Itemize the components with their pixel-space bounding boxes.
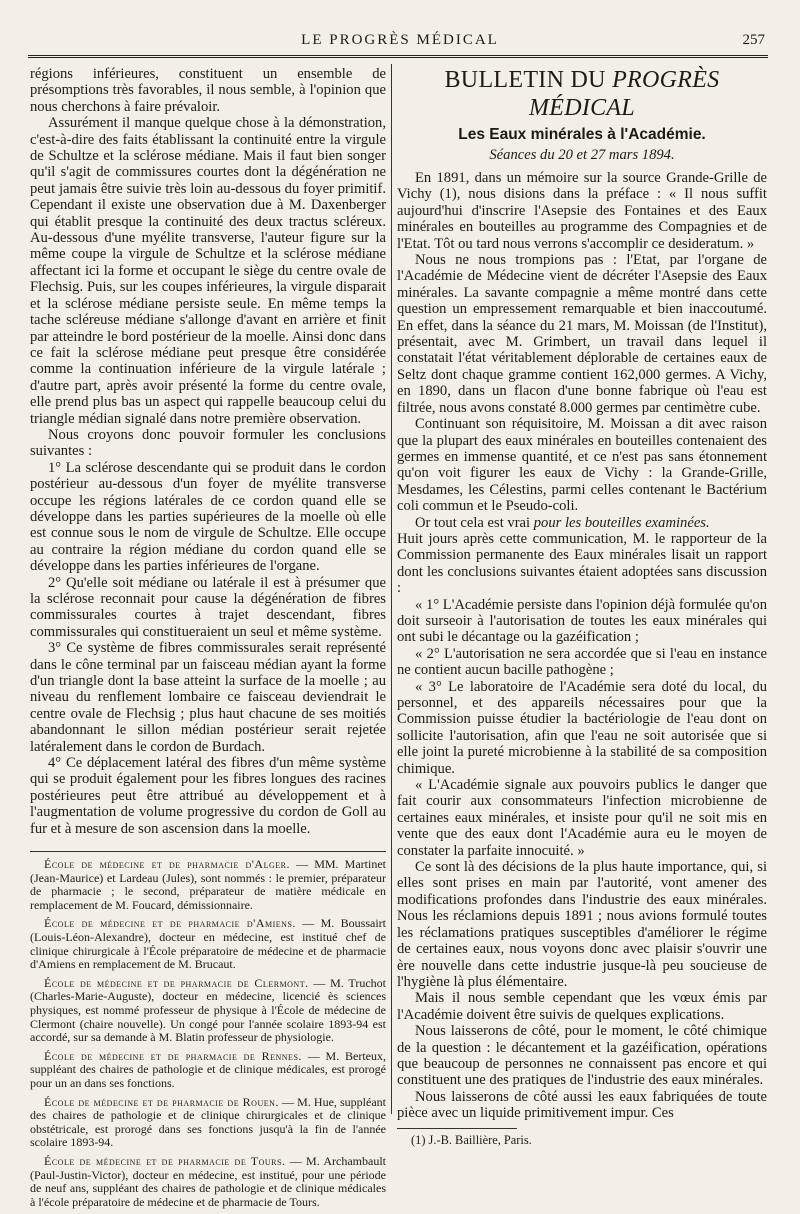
paragraph: Mais il nous semble cependant que les vœux émis par l'Académie doivent être suivis de quelques explications. [397,990,767,1023]
notice-item [30,1096,386,1150]
school-notices [30,858,386,1209]
conclusion-1: 1° La sclérose descendante qui se produit dans le cordon postérieur au-dessous d'un foyer de myélite transverse occupe les régions latérales de ce cordon quand elle se développe dans les parties supérieures de la moelle où elle est connue sous le nom de virgule de Schultze. Elle occupe au contraire la région médiane du cordon quand elle se développe dans les parties inférieures de l'organe. [30,459,386,575]
notice-school: École de médecine et de pharmacie de Tours. [44,1153,286,1168]
notice-text: — M. Boussairt (Louis-Léon-Alexandre), docteur en médecine, est institué chef de clinique chirurgicale à l'École préparatoire de médecine et de pharmacie d'Amiens en remplacement de M. Brucaut. [30,916,386,972]
paragraph: Assurément il manque quelque chose à la démonstration, c'est-à-dire des faits établissant la continuité entre la virgule de Schultze et la sclérose médiane. Mais il faut bien songer qu'il s'agit de commissures courtes dont la dégénération ne peut jamais être suivie très loin au-dessous du foyer primitif. Cependant il existe une observation due à M. Daxenberger qui établit presque la continuité des deux tractus scléreux. Au-dessous d'une myélite transverse, l'auteur figure sur la même coupe la virgule de Schultze et la sclérose médiane affectant ici la forme et occupant le siège du centre ovale de Flechsig. Puis, sur les coupes inférieures, la virgule disparait et la sclérose médiane persiste seule. En même temps la tache scléreuse médiane s'allonge d'avant en arrière et finit par atteindre le bord postérieur de la moelle. Ainsi donc dans ce fait la sclérose médiane peut presque être considérée comme la continuation inférieure de la virgule latérale ; d'autre part, après avoir présenté la forme du centre ovale, elle prend plus bas un aspect qui rappelle beaucoup celui du triangle médian signalé dans notre première observation. [30,115,386,427]
notice-school: École de médecine et de pharmacie de Clermont. [44,975,309,990]
notice-text: — M. Truchot (Charles-Marie-Auguste), docteur en médecine, licencié ès sciences physiques, est nommé professeur de physique à l'École de médecine de Clermont (chaire nouvelle). Un congé pour l'année scolaire 1893-94 est accordé, sur sa demande à M. Blatin professeur de physiologie. [30,975,386,1045]
page-number: 257 [742,32,765,48]
footnote: (1) J.-B. Baillière, Paris. [411,1132,532,1147]
notice-text: — MM. Martinet (Jean-Maurice) et Lardeau (Jules), sont nommés : le premier, préparateur de pharmacie ; le second, préparateur de matière médicale en remplacement de M. Foucard, démissionnaire. [30,857,386,912]
conclusion-3: 3° Ce système de fibres commissurales serait représenté dans le cône terminal par un faisceau médian ayant la forme d'un triangle dont la base atteint la surface de la moelle ; au niveau du renflement lombaire ce faisceau deviendrait le centre ovale de Flechsig ; plus haut chacune de ses moitiés abandonnant le sillon médian postérieur serait rejetée latéralement dans le cordon de Burdach. [30,640,386,755]
paragraph: Ce sont là des décisions de la plus haute importance, qui, si elles sont prises en main par l'autorité, vont amener des modifications profondes dans l'industrie des eaux minérales. Nous les réclamions depuis 1891 ; nous avions formulé toutes les réclamations pratiques susceptibles d'améliorer le régime de certaines eaux, nous voyons donc avec plaisir s'ouvrir une ère nouvelle dans cette industrie jusque-là peu soucieuse de l'hygiène là plus élémentaire. [397,859,767,990]
header-rule [28,55,768,60]
paragraph: Nous laisserons de côté, pour le moment, le côté chimique de la question : le décantement et la gazéification, opérations que beaucoup de personnes ne connaissent pas encore et qui constituent une des pratiques de l'industrie des eaux minérales. [397,1023,767,1089]
notice-school: École de médecine et de pharmacie d'Amiens. [44,916,296,931]
running-title: LE PROGRÈS MÉDICAL [301,32,499,48]
paragraph-emphasis: pour les bouteilles examinées. [533,514,710,531]
notice-item [30,1155,386,1209]
notice-item [30,1050,386,1091]
bulletin-name: PROGRÈS MÉDICAL [528,67,720,121]
left-column [30,66,386,1214]
academy-conclusion-2: « 2° L'autorisation ne sera accordée que si l'eau en instance ne contient aucun bacille pathogène ; [397,645,767,679]
paragraph: Nous laisserons de côté aussi les eaux fabriquées de toute pièce avec un liquide primitivement impur. Ces [397,1088,767,1122]
right-column [397,66,767,1147]
paragraph: Huit jours après cette communication, M. le rapporteur de la Commission permanente des Eaux minérales lisait un rapport dont les conclusions suivantes étaient adoptées sans discussion : [397,530,767,597]
section-rule [30,851,386,852]
conclusion-2: 2° Qu'elle soit médiane ou latérale il est à présumer que la sclérose reconnait pour cause la dégénération de fibres commissurales courtes à trajet descendant, fibres commissurales qui constitueraient un seul et même système. [30,574,386,640]
academy-conclusion-3: « 3° Le laboratoire de l'Académie sera doté du local, du personnel, et des appareils nécessaires pour que la Commission puisse étudier la bactériologie de l'eau dont on sollicite l'autorisation, afin que l'eau ne soit autorisée que si elle joint la pureté microbienne à la stabilité de sa composition chimique. [397,678,767,777]
paragraph: Nous ne nous trompions pas : l'Etat, par l'organe de l'Académie de Médecine vient de décréter l'Asepsie des Eaux minérales. La savante compagnie a même montré dans cette question un empressement remarquable et bien inaccoutumé. En effet, dans la séance du 21 mars, M. Moissan (de l'Institut), présentait, avec M. Grimbert, un travail dans lequel il constatait l'état véritablement déplorable de certaines eaux de Seltz dont chaque gramme contient 162,000 germes. A Vichy, en 1890, dans un flacon d'une bonne fabrique où l'eau est filtrée, nous avons constaté 8.000 germes par centimètre cube. [397,252,767,416]
notice-school: École de médecine et de pharmacie de Rennes. [44,1048,302,1063]
notice-text: — M. Hue, suppléant des chaires de pathologie et de clinique chirurgicales et de clinique obstétricale, est prorogé dans ses fonctions jusqu'à la fin de l'année scolaire 1893-94. [30,1094,386,1150]
paragraph: En 1891, dans un mémoire sur la source Grande-Grille de Vichy (1), nous disions dans la préface : « Il nous suffit aujourd'hui d'inscrire l'Asepsie des Fontaines et des Eaux minérales en bouteilles au programme des Compagnies et de l'Etat. Tôt ou tard nous verrons s'accomplir ce desideratum. » [397,170,767,252]
column-divider [391,64,392,1114]
academy-conclusion-1: « 1° L'Académie persiste dans l'opinion déjà formulée qu'on doit surseoir à l'autorisation de toutes les eaux minérales qui ont subi le décantage ou la gazéification ; [397,596,767,646]
bulletin-prefix: BULLETIN DU [444,67,613,93]
notice-text: — M. Archambault (Paul-Justin-Victor), docteur en médecine, est institué, pour une période de neuf ans, suppléant des chaires de pathologie et de clinique médicales à l'école préparatoire de médecine et de pharmacie de Tours. [30,1153,386,1209]
notice-school: École de médecine et de pharmacie d'Alger. [44,857,290,872]
conclusion-4: 4° Ce déplacement latéral des fibres d'un même système qui se produit également pour les fibres longues des racines postérieures peut être attribué au développement et à l'augmentation de volume progressive du cordon de Goll au fur et à mesure de son ascension dans la moelle. [30,755,386,837]
bulletin-heading [397,66,767,122]
paragraph: Continuant son réquisitoire, M. Moissan a dit avec raison que la plupart des eaux minérales en bouteilles contenaient des germes en immense quantité, et ce n'est pas sans étonnement qu'on voit figurer les eaux de Vichy : la Grande-Grille, Mesdames, les Célestins, parmi celles contenant le Bactérium coli commun et le Pseudo-coli. [397,416,767,515]
paragraph: Nous croyons donc pouvoir formuler les conclusions suivantes : [30,426,386,460]
paragraph-text: Or tout cela est vrai [415,514,534,531]
notice-item [30,917,386,971]
notice-school: École de médecine et de pharmacie de Rouen. [44,1094,279,1109]
academy-conclusion-4: « L'Académie signale aux pouvoirs publics le danger que fait courir aux consommateurs l'infection microbienne de certaines eaux minérales, et insiste pour qu'il ne soit mis en vente que des eaux dont l'Académie aura eu le moyen de constater la parfaite innocuité. » [397,777,767,859]
footnote-rule [397,1128,517,1129]
article-subtitle: Séances du 20 et 27 mars 1894. [489,147,675,163]
paragraph: régions inférieures, constituent un ensemble de présomptions très favorables, il nous semble, à l'opinion que nous cherchons à faire prévaloir. [30,66,386,115]
notice-text: — M. Berteux, suppléant des chaires de pathologie et de clinique médicales, est prorogé pour un an dans ses fonctions. [30,1048,386,1090]
notice-item [30,977,386,1045]
notice-item [30,858,386,912]
article-title: Les Eaux minérales à l'Académie. [458,126,706,143]
paragraph [397,515,767,531]
